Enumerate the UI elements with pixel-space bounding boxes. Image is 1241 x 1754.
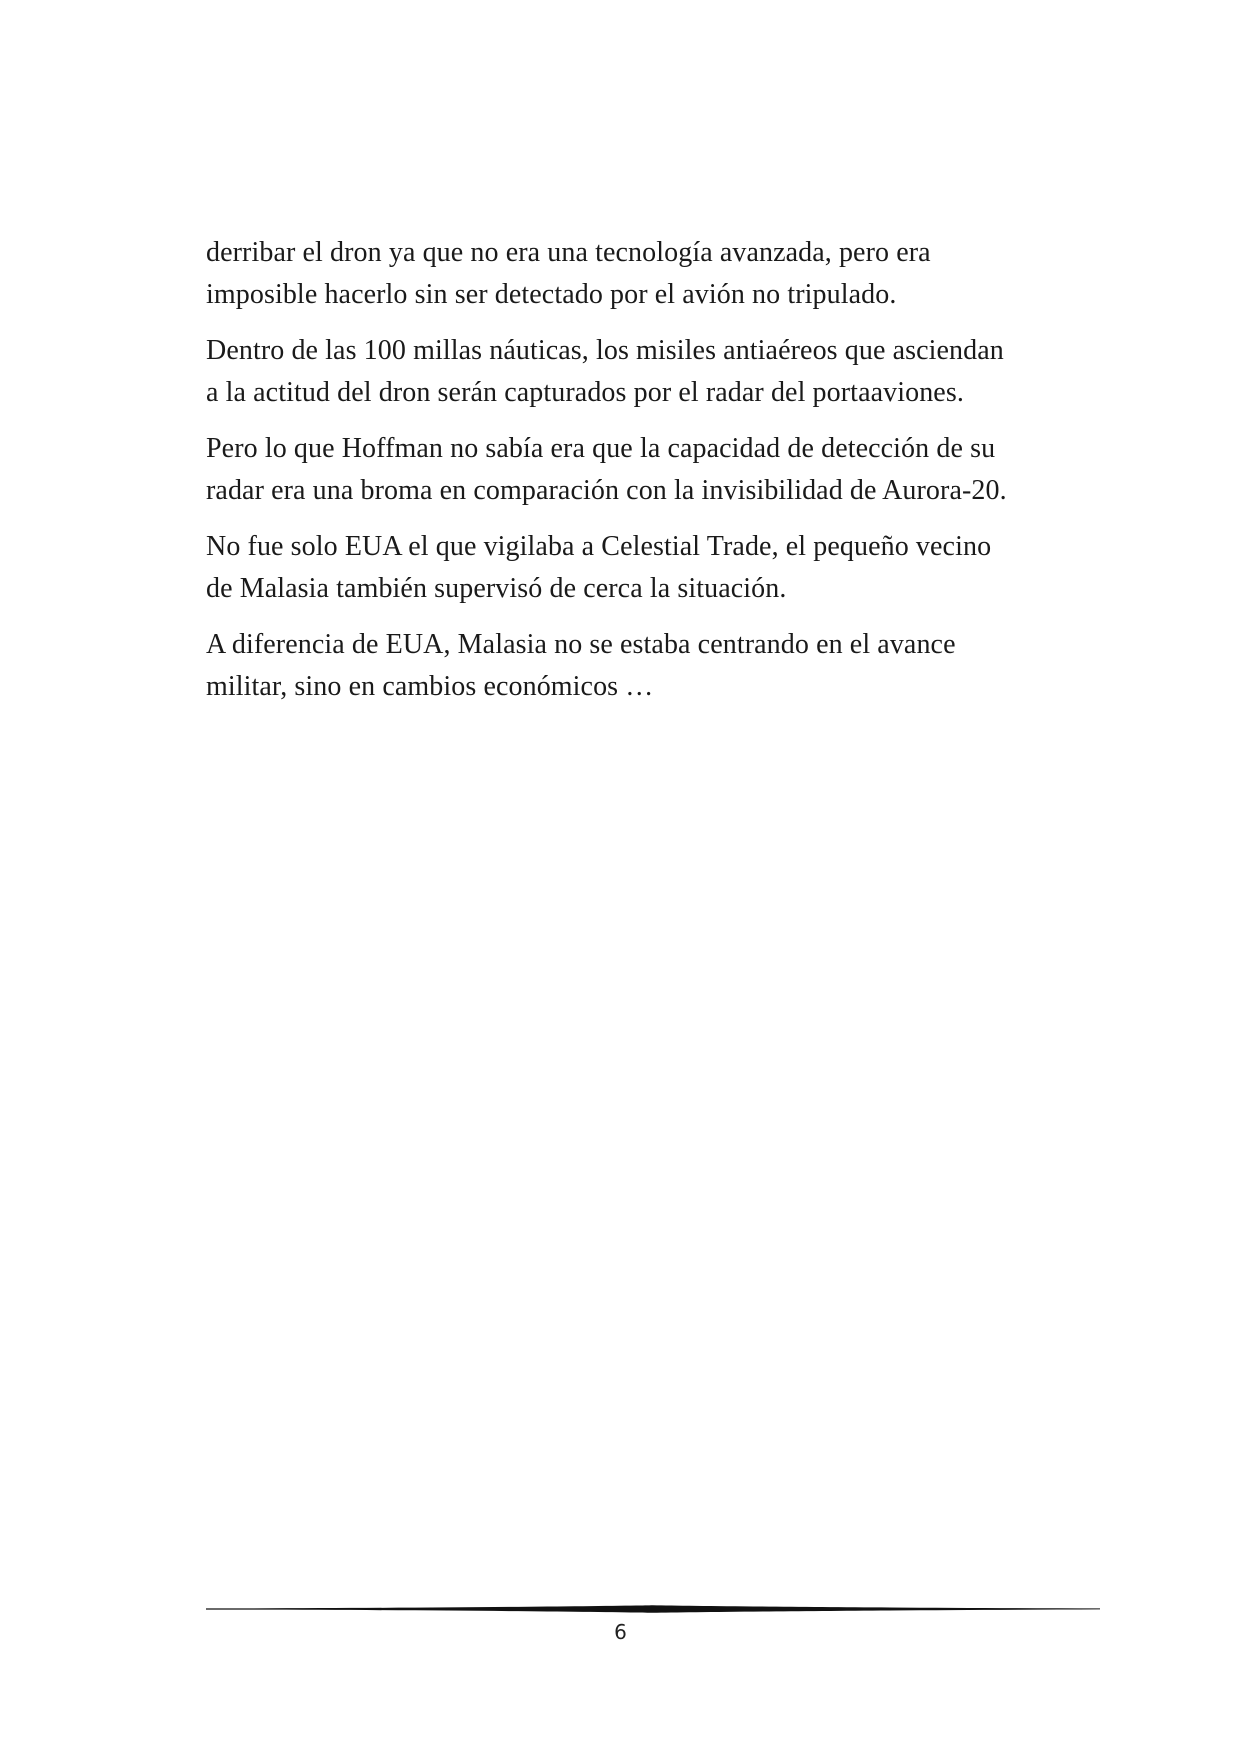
paragraph — [206, 232, 1066, 316]
text-line: a la actitud del dron serán capturados por el radar del portaaviones. — [206, 377, 964, 408]
text-line: Dentro de las 100 millas náuticas, los misiles antiaéreos que asciendan — [206, 335, 1004, 366]
text-line: derribar el dron ya que no era una tecnología avanzada, pero era — [206, 237, 931, 268]
paragraph — [206, 428, 1066, 512]
body-text — [206, 232, 1066, 722]
text-line: Pero lo que Hoffman no sabía era que la capacidad de detección de su — [206, 433, 996, 464]
page-number: 6 — [614, 1620, 627, 1644]
text-line: radar era una broma en comparación con la invisibilidad de Aurora-20. — [206, 475, 1007, 506]
paragraph — [206, 526, 1066, 610]
paragraph — [206, 330, 1066, 414]
text-line: militar, sino en cambios económicos … — [206, 671, 654, 702]
footer-divider — [206, 1603, 1100, 1615]
text-line: imposible hacerlo sin ser detectado por el avión no tripulado. — [206, 279, 897, 310]
text-line: No fue solo EUA el que vigilaba a Celestial Trade, el pequeño vecino — [206, 531, 992, 562]
text-line: A diferencia de EUA, Malasia no se estaba centrando en el avance — [206, 629, 956, 660]
paragraph — [206, 624, 1066, 708]
text-line: de Malasia también supervisó de cerca la situación. — [206, 573, 787, 604]
